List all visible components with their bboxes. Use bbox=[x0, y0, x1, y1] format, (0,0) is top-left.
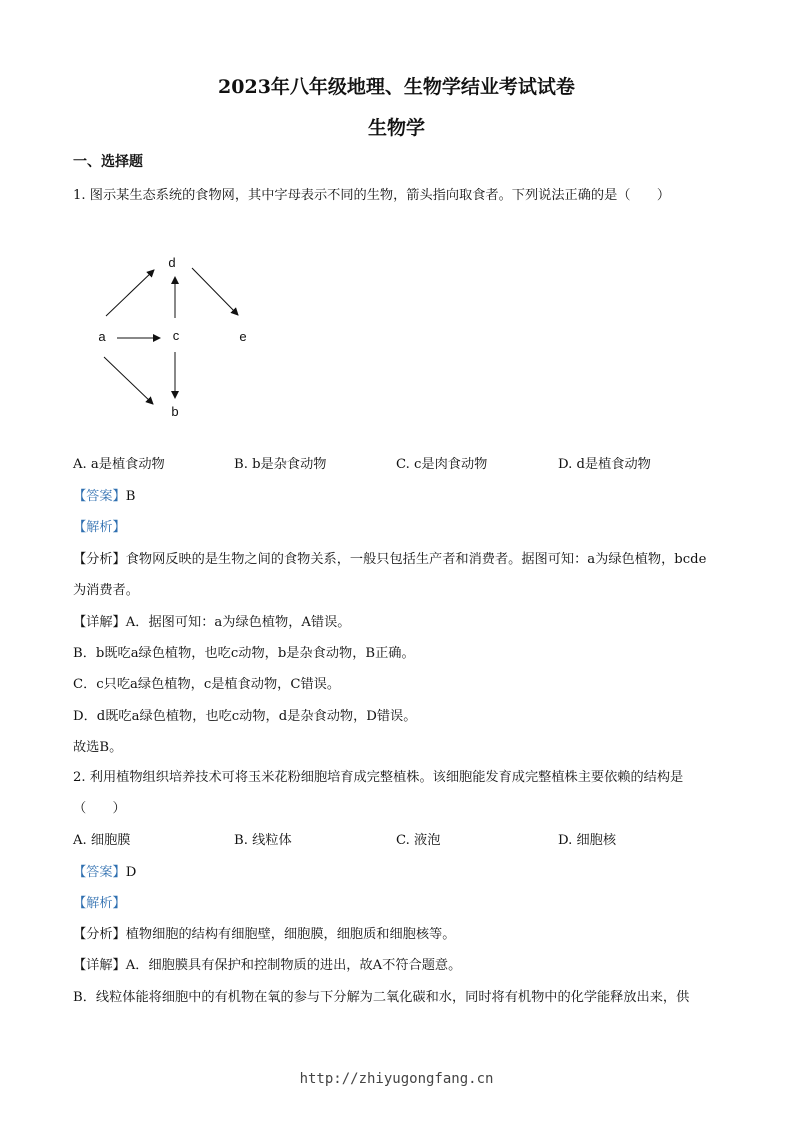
line-tag: 【详解】 bbox=[73, 958, 126, 973]
section-heading: 一、选择题 bbox=[73, 154, 143, 170]
arrow-a-to-b bbox=[104, 357, 153, 404]
q2-stem-blank: （ ） bbox=[73, 801, 126, 816]
line-tag: 【分析】 bbox=[73, 552, 126, 567]
q2-line bbox=[73, 954, 461, 973]
q1-line bbox=[73, 579, 139, 598]
q1-line bbox=[73, 736, 122, 755]
q2-answer bbox=[73, 861, 136, 880]
q1-line bbox=[73, 611, 350, 630]
q1-answer bbox=[73, 485, 135, 504]
q1-option-d: D. d是植食动物 bbox=[558, 457, 651, 472]
q2-line bbox=[73, 923, 455, 942]
exam-title: 2023年八年级地理、生物学结业考试试卷 bbox=[218, 76, 575, 98]
q1-option-a: A. a是植食动物 bbox=[73, 457, 165, 472]
line-text: 食物网反映的是生物之间的食物关系，一般只包括生产者和消费者。据图可知：a为绿色植物，bcde bbox=[125, 552, 707, 567]
line-text: B．线粒体能将细胞中的有机物在氧的参与下分解为二氧化碳和水，同时将有机物中的化学能释放出来，供 bbox=[73, 990, 690, 1005]
footer-url[interactable]: http://zhiyugongfang.cn bbox=[299, 1071, 494, 1087]
q2-option-a: A. 细胞膜 bbox=[73, 833, 131, 848]
line-text: 植物细胞的结构有细胞壁，细胞膜，细胞质和细胞核等。 bbox=[125, 927, 456, 942]
arrow-a-to-d bbox=[106, 270, 154, 316]
arrow-d-to-e bbox=[192, 268, 238, 315]
q1-line bbox=[73, 673, 340, 692]
line-text: B．b既吃a绿色植物，也吃c动物，b是杂食动物，B正确。 bbox=[73, 646, 415, 661]
q2-option-c: C. 液泡 bbox=[396, 833, 441, 848]
node-c: c bbox=[172, 328, 180, 343]
node-d: d bbox=[168, 255, 176, 270]
line-text: D．d既吃a绿色植物，也吃c动物，d是杂食动物，D错误。 bbox=[73, 709, 417, 724]
q1-analysis-tag: 【解析】 bbox=[73, 520, 126, 535]
node-b: b bbox=[171, 404, 179, 419]
answer-value: B bbox=[125, 489, 136, 504]
q1-option-c: C. c是肉食动物 bbox=[396, 457, 488, 472]
line-text: A．细胞膜具有保护和控制物质的进出，故A不符合题意。 bbox=[125, 958, 462, 973]
line-text: C．c只吃a绿色植物，c是植食动物，C错误。 bbox=[73, 677, 341, 692]
q2-stem: 2. 利用植物组织培养技术可将玉米花粉细胞培育成完整植株。该细胞能发育成完整植株主要依赖的结构是 bbox=[73, 770, 684, 785]
line-text: 故选B。 bbox=[73, 740, 123, 755]
q1-line bbox=[73, 642, 415, 661]
node-e: e bbox=[239, 329, 247, 344]
answer-value: D bbox=[125, 865, 137, 880]
q1-option-b: B. b是杂食动物 bbox=[234, 457, 327, 472]
q1-line bbox=[73, 548, 706, 567]
q2-line bbox=[73, 986, 689, 1005]
line-text: 为消费者。 bbox=[73, 583, 139, 598]
q2-option-d: D. 细胞核 bbox=[558, 833, 617, 848]
q2-option-b: B. 线粒体 bbox=[234, 833, 292, 848]
answer-tag: 【答案】 bbox=[73, 865, 126, 880]
q1-stem: 1. 图示某生态系统的食物网，其中字母表示不同的生物，箭头指向取食者。下列说法正确的是（ ） bbox=[73, 188, 671, 203]
subject-title: 生物学 bbox=[367, 117, 425, 139]
line-tag: 【详解】 bbox=[73, 615, 126, 630]
answer-tag: 【答案】 bbox=[73, 489, 126, 504]
q2-analysis-tag: 【解析】 bbox=[73, 896, 126, 911]
line-text: A．据图可知：a为绿色植物，A错误。 bbox=[125, 615, 351, 630]
q1-line bbox=[73, 705, 416, 724]
line-tag: 【分析】 bbox=[73, 927, 126, 942]
node-a: a bbox=[98, 329, 106, 344]
